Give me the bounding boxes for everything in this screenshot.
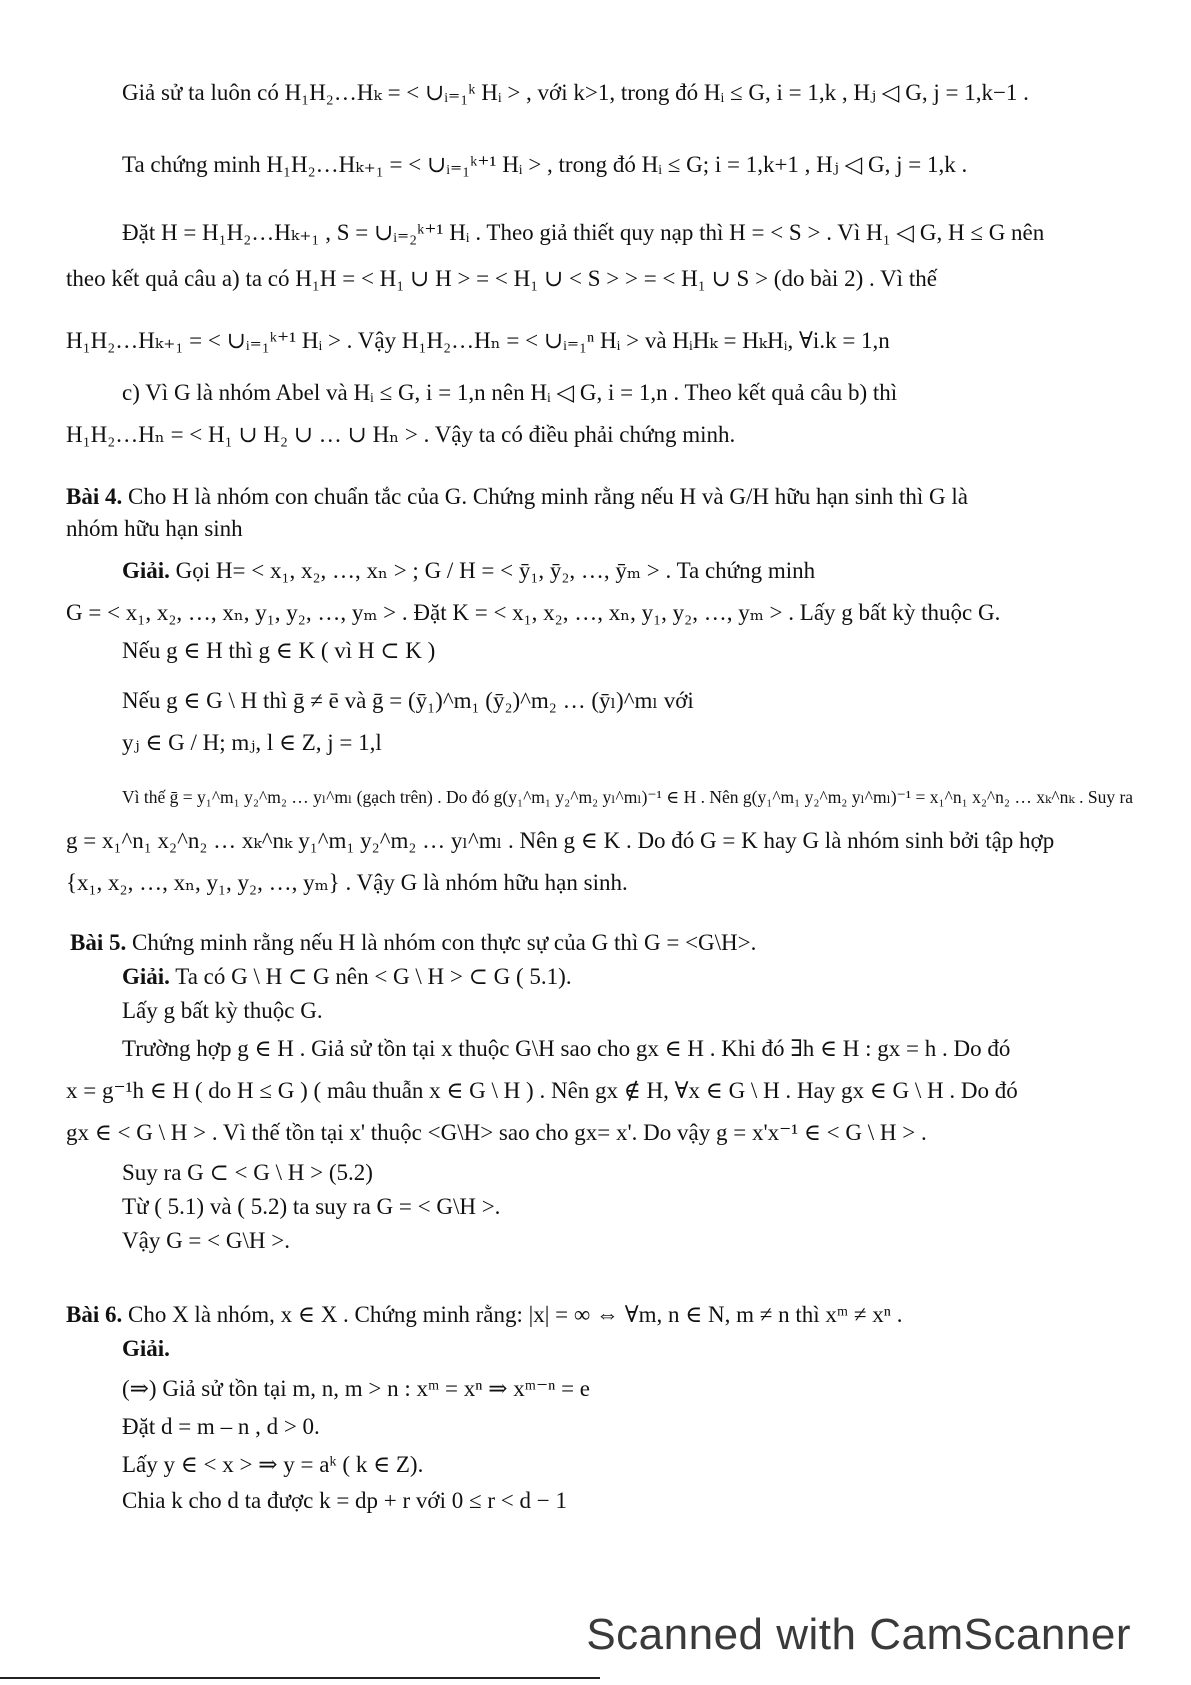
text-line	[122, 1226, 290, 1256]
camscanner-watermark: Scanned with CamScanner	[586, 1610, 1131, 1659]
text-line	[122, 996, 323, 1026]
text-line	[66, 868, 628, 898]
text-line	[122, 1486, 567, 1516]
line-text: Ta có G \ H ⊂ G nên < G \ H > ⊂ G ( 5.1).	[169, 964, 572, 989]
exercise-heading: Giải.	[122, 964, 170, 989]
line-text: Giả sử ta luôn có H₁H₂…Hₖ = < ∪ᵢ₌₁ᵏ Hᵢ > , với k>1, trong đó Hᵢ ≤ G, i = 1,k , Hⱼ ◁ G, j = 1,k−1 .	[122, 80, 1029, 105]
text-line	[122, 1034, 1010, 1064]
exercise-heading: Bài 4.	[66, 484, 123, 509]
text-line	[70, 928, 756, 958]
text-line	[122, 1450, 423, 1480]
text-line	[66, 514, 243, 544]
line-text: (⇒) Giả sử tồn tại m, n, m > n : xᵐ = xⁿ ⇒ xᵐ⁻ⁿ = e	[122, 1376, 591, 1401]
line-text: H₁H₂…Hₙ = < H₁ ∪ H₂ ∪ … ∪ Hₙ > . Vậy ta có điều phải chứng minh.	[66, 422, 736, 447]
line-text: Từ ( 5.1) và ( 5.2) ta suy ra G = < G\H >.	[122, 1194, 501, 1219]
text-line	[122, 218, 1044, 248]
text-line	[122, 962, 572, 992]
line-text: theo kết quả câu a) ta có H₁H = < H₁ ∪ H > = < H₁ ∪ < S > > = < H₁ ∪ S > (do bài 2) . Vì thế	[66, 266, 937, 291]
line-text: Chia k cho d ta được k = dp + r với 0 ≤ r < d − 1	[122, 1488, 567, 1513]
text-line	[66, 264, 937, 294]
text-line	[122, 782, 1133, 812]
text-line	[66, 1118, 927, 1148]
bottom-divider	[0, 1677, 600, 1679]
line-text: Vậy G = < G\H >.	[122, 1228, 290, 1253]
text-line	[122, 1334, 170, 1364]
exercise-heading: Bài 6.	[66, 1302, 123, 1327]
line-text: Chứng minh rằng nếu H là nhóm con thực sự của G thì G = <G\H>.	[126, 930, 757, 955]
text-line	[66, 598, 1000, 628]
text-line	[66, 326, 890, 356]
text-line	[66, 1300, 903, 1330]
text-line	[66, 482, 968, 512]
line-text: Lấy g bất kỳ thuộc G.	[122, 998, 323, 1023]
line-text: Gọi H= < x₁, x₂, …, xₙ > ; G / H = < ȳ₁, ȳ₂, …, ȳₘ > . Ta chứng minh	[169, 558, 816, 583]
exercise-heading: Bài 5.	[70, 930, 127, 955]
exercise-heading: Giải.	[122, 1336, 170, 1361]
line-text: nhóm hữu hạn sinh	[66, 516, 243, 541]
text-line	[122, 78, 1029, 108]
line-text: gx ∈ < G \ H > . Vì thế tồn tại x' thuộc <G\H> sao cho gx= x'. Do vậy g = x'x⁻¹ ∈ < G \ H > .	[66, 1120, 927, 1145]
line-text: {x₁, x₂, …, xₙ, y₁, y₂, …, yₘ} . Vậy G là nhóm hữu hạn sinh.	[66, 870, 628, 895]
text-line	[122, 1412, 320, 1442]
line-text: Cho X là nhóm, x ∈ X . Chứng minh rằng: |x| = ∞ ⇔ ∀m, n ∈ N, m ≠ n thì xᵐ ≠ xⁿ .	[122, 1302, 903, 1327]
text-line	[66, 420, 735, 450]
text-line	[122, 556, 815, 586]
line-text: Trường hợp g ∈ H . Giả sử tồn tại x thuộc G\H sao cho gx ∈ H . Khi đó ∃h ∈ H : gx = h . Do đó	[122, 1036, 1011, 1061]
text-line	[122, 728, 382, 758]
text-line	[122, 150, 967, 180]
text-line	[122, 636, 435, 666]
line-text: c) Vì G là nhóm Abel và Hᵢ ≤ G, i = 1,n nên Hᵢ ◁ G, i = 1,n . Theo kết quả câu b) thì	[122, 380, 898, 405]
line-text: Đặt H = H₁H₂…Hₖ₊₁ , S = ∪ᵢ₌₂ᵏ⁺¹ Hᵢ . Theo giả thiết quy nạp thì H = < S > . Vì H₁ ◁ G, H ≤ G nên	[122, 220, 1045, 245]
text-line	[122, 378, 897, 408]
line-text: H₁H₂…Hₖ₊₁ = < ∪ᵢ₌₁ᵏ⁺¹ Hᵢ > . Vậy H₁H₂…Hₙ = < ∪ᵢ₌₁ⁿ Hᵢ > và HᵢHₖ = HₖHᵢ, ∀i.k = 1,n	[66, 328, 890, 353]
text-line	[122, 1158, 373, 1188]
line-text: x = g⁻¹h ∈ H ( do H ≤ G ) ( mâu thuẫn x ∈ G \ H ) . Nên gx ∉ H, ∀x ∈ G \ H . Hay gx ∈ G \ H . Do đó	[66, 1078, 1018, 1103]
line-text: Đặt d = m – n , d > 0.	[122, 1414, 320, 1439]
text-line	[66, 826, 1054, 856]
line-text: Nếu g ∈ H thì g ∈ K ( vì H ⊂ K )	[122, 638, 436, 663]
text-line	[122, 686, 694, 716]
line-text: Vì thế ḡ = y₁^m₁ y₂^m₂ … yₗ^mₗ (gạch trên) . Do đó g(y₁^m₁ y₂^m₂ yₗ^mₗ)⁻¹ ∈ H . Nên g(y₁^m₁ y₂^m₂ yₗ^mₗ)⁻¹ = x₁^n₁ x₂^n₂ … xₖ^nₖ . Suy ra	[122, 787, 1134, 807]
line-text: Lấy y ∈ < x > ⇒ y = aᵏ ( k ∈ Z).	[122, 1452, 424, 1477]
text-line	[66, 1076, 1018, 1106]
text-line	[122, 1192, 500, 1222]
line-text: Ta chứng minh H₁H₂…Hₖ₊₁ = < ∪ᵢ₌₁ᵏ⁺¹ Hᵢ > , trong đó Hᵢ ≤ G; i = 1,k+1 , Hⱼ ◁ G, j = 1,k .	[122, 152, 968, 177]
line-text: Suy ra G ⊂ < G \ H > (5.2)	[122, 1160, 373, 1185]
line-text: Cho H là nhóm con chuẩn tắc của G. Chứng minh rằng nếu H và G/H hữu hạn sinh thì G là	[122, 484, 968, 509]
line-text: yⱼ ∈ G / H; mⱼ, l ∈ Z, j = 1,l	[122, 730, 382, 755]
line-text: g = x₁^n₁ x₂^n₂ … xₖ^nₖ y₁^m₁ y₂^m₂ … yₗ^mₗ . Nên g ∈ K . Do đó G = K hay G là nhóm sinh bởi tập hợp	[66, 828, 1055, 853]
exercise-heading: Giải.	[122, 558, 170, 583]
line-text: Nếu g ∈ G \ H thì ḡ ≠ ē và ḡ = (ȳ₁)^m₁ (ȳ₂)^m₂ … (ȳₗ)^mₗ với	[122, 688, 694, 713]
text-line	[122, 1374, 590, 1404]
line-text: G = < x₁, x₂, …, xₙ, y₁, y₂, …, yₘ > . Đặt K = < x₁, x₂, …, xₙ, y₁, y₂, …, yₘ > . Lấy g bất kỳ thuộc G.	[66, 600, 1001, 625]
